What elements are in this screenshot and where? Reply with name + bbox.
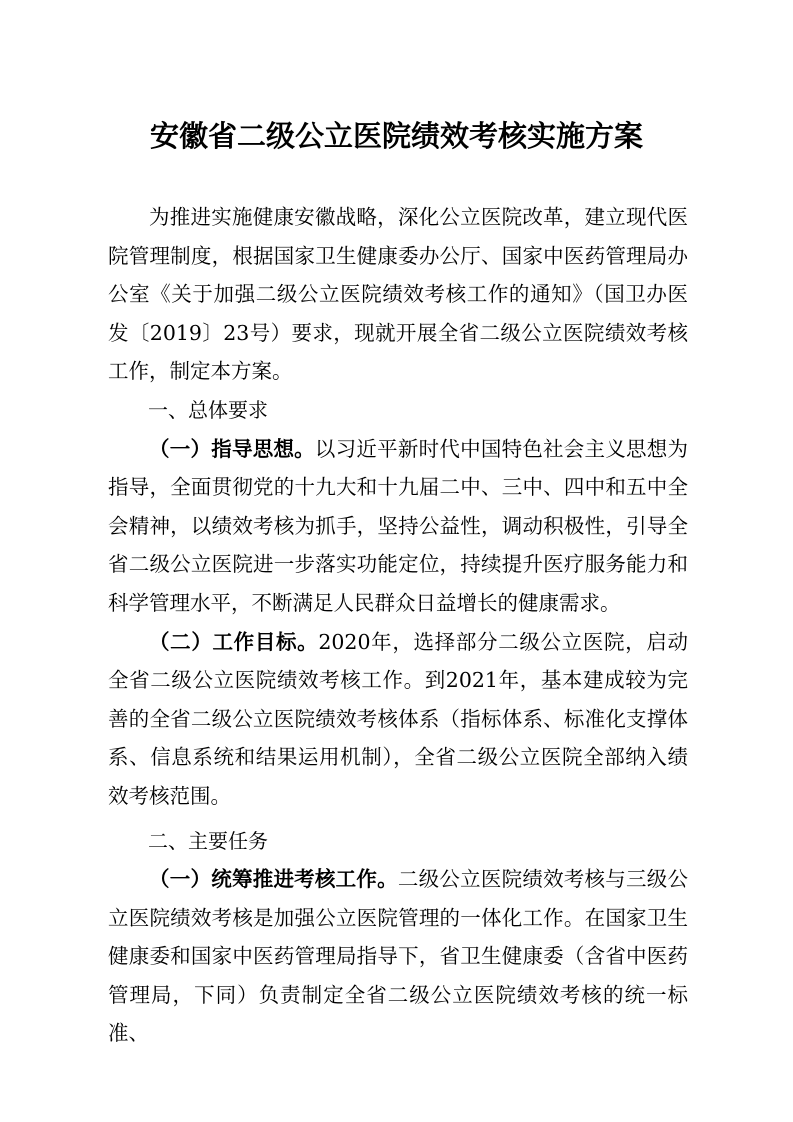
paragraph-text: 2020年，选择部分二级公立医院，启动全省二级公立医院绩效考核工作。到2021年，基本建成较为完善的全省二级公立医院绩效考核体系（指标体系、标准化支撑体系、信息系统和结果运用机制），全省二级公立医院全部纳入绩效考核范围。 <box>108 629 689 808</box>
intro-paragraph: 为推进实施健康安徽战略，深化公立医院改革，建立现代医院管理制度，根据国家卫生健康委办公厅、国家中医药管理局办公室《关于加强二级公立医院绩效考核工作的通知》（国卫办医发〔2019〕23号）要求，现就开展全省二级公立医院绩效考核工作，制定本方案。 <box>108 205 688 384</box>
paragraph-coordinate-assessment <box>108 860 688 1053</box>
paragraph-guiding-ideology <box>108 430 688 623</box>
document-title: 安徽省二级公立医院绩效考核实施方案 <box>149 119 643 153</box>
section-heading-main-tasks: 二、主要任务 <box>148 828 268 853</box>
paragraph-text: 以习近平新时代中国特色社会主义思想为指导，全面贯彻党的十九大和十九届二中、三中、四中和五中全会精神，以绩效考核为抓手，坚持公益性，调动积极性，引导全省二级公立医院进一步落实功能定位，持续提升医疗服务能力和科学管理水平，不断满足人民群众日益增长的健康需求。 <box>108 436 689 615</box>
paragraph-lead: （一）指导思想。 <box>149 436 315 461</box>
paragraph-lead: （一）统筹推进考核工作。 <box>149 867 398 892</box>
paragraph-work-goal <box>108 623 688 816</box>
paragraph-lead: （二）工作目标。 <box>149 629 319 654</box>
section-heading-overall-requirements: 一、总体要求 <box>148 397 268 422</box>
document-body <box>108 198 688 1053</box>
paragraph-text: 二级公立医院绩效考核与三级公立医院绩效考核是加强公立医院管理的一体化工作。在国家卫生健康委和国家中医药管理局指导下，省卫生健康委（含省中医药管理局，下同）负责制定全省二级公立医院绩效考核的统一标准、 <box>108 867 689 1046</box>
